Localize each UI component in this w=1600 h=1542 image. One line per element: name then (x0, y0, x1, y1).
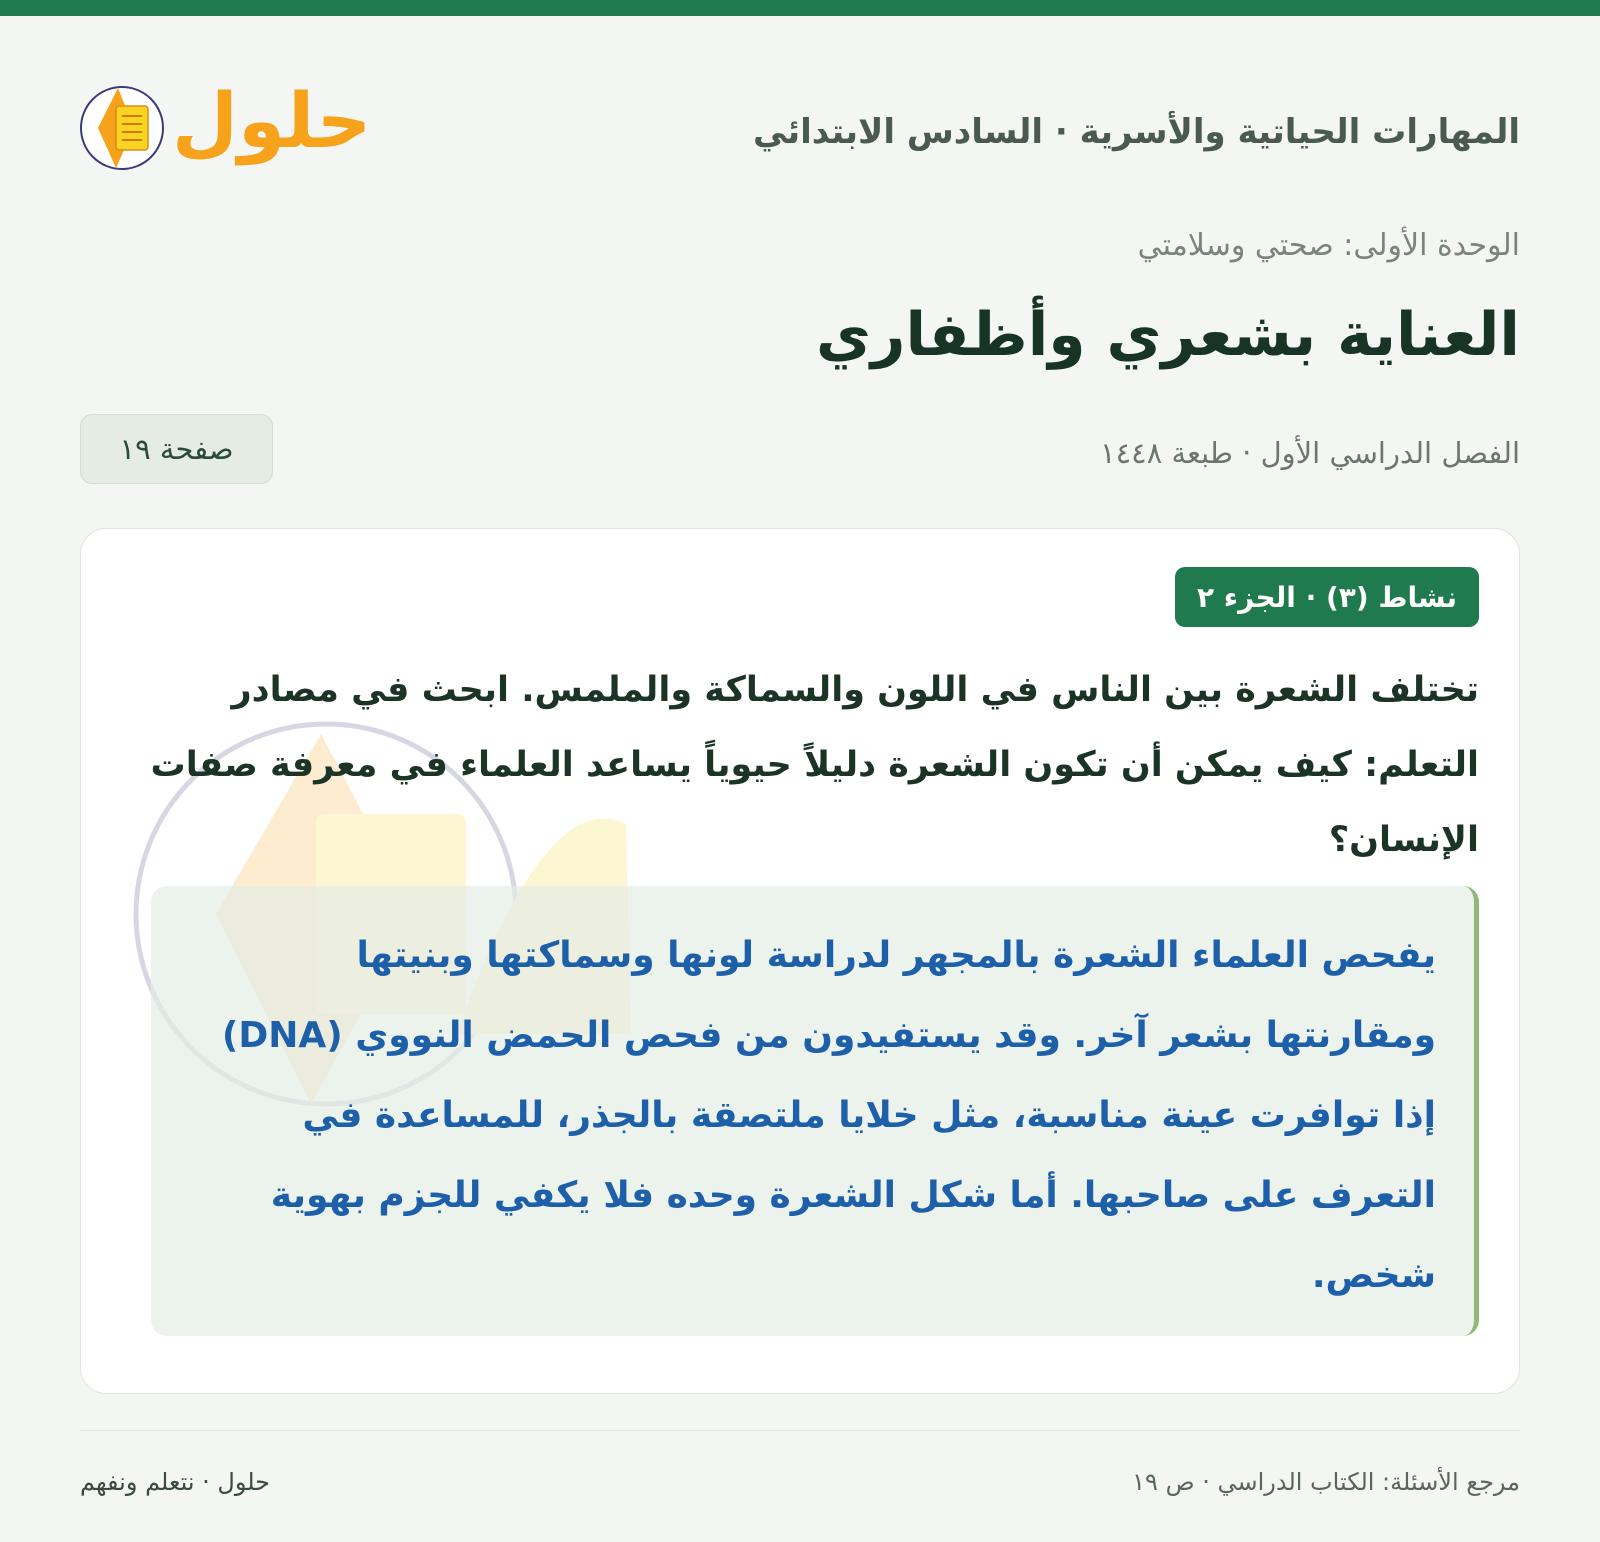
header (80, 66, 1520, 196)
activity-card (80, 528, 1520, 1394)
logo-text: حلول (172, 76, 372, 165)
footer-brand: حلول · نتعلم ونفهم (80, 1468, 270, 1496)
site-logo[interactable] (80, 66, 370, 196)
footer-divider (80, 1430, 1520, 1431)
activity-badge: نشاط (٣) · الجزء ٢ (1175, 567, 1479, 627)
page-number-badge: صفحة ١٩ (80, 414, 273, 484)
answer-text: يفحص العلماء الشعرة بالمجهر لدراسة لونها وسماكتها وبنيتها ومقارنتها بشعر آخر. وقد يستفيدون من فحص الحمض النووي (DNA) إذا توافرت عينة مناسبة، مثل خلايا ملتصقة بالجذر، للمساعدة في التعرف على صاحبها. أما شكل الشعرة وحده فلا يكفي للجزم بهوية شخص. (221, 935, 1436, 1296)
answer-box (151, 886, 1479, 1336)
subject-title: المهارات الحياتية والأسرية · السادس الابتدائي (752, 112, 1520, 152)
question-text: تختلف الشعرة بين الناس في اللون والسماكة والملمس. ابحث في مصادر التعلم: كيف يمكن أن تكون الشعرة دليلاً حيوياً يساعد العلماء في معرفة صفات الإنسان؟ (150, 670, 1479, 860)
term-label: الفصل الدراسي الأول · طبعة ١٤٤٨ (1100, 436, 1520, 470)
top-accent-bar (0, 0, 1600, 16)
lesson-title: العناية بشعري وأظفاري (815, 300, 1520, 370)
unit-label: الوحدة الأولى: صحتي وسلامتي (1137, 228, 1520, 263)
footer-reference: مرجع الأسئلة: الكتاب الدراسي · ص ١٩ (1132, 1468, 1520, 1496)
page (80, 16, 1520, 1542)
